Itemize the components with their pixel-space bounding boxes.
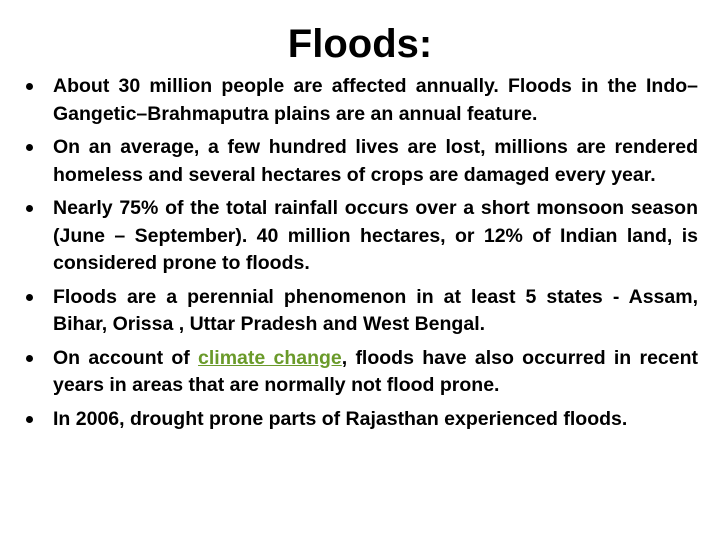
bullet-item-lives-lost: [22, 134, 698, 189]
bullet-text: Nearly 75% of the total rainfall occurs over a short monsoon season (June – September). 40 million hectares, or 12% of Indian land, is considered prone to floods.: [53, 197, 698, 274]
bullet-dot-icon: [26, 144, 33, 151]
bullet-text: In 2006, drought prone parts of Rajasthan experienced floods.: [53, 407, 628, 430]
slide-title: Floods:: [287, 22, 433, 66]
climate-change-link[interactable]: climate change: [198, 346, 342, 369]
bullet-item-climate-change: [22, 345, 698, 400]
bullet-item-rainfall: [22, 195, 698, 278]
bullet-dot-icon: [26, 355, 33, 362]
bullet-text: Floods are a perennial phenomenon in at least 5 states - Assam, Bihar, Orissa , Uttar Pradesh and West Bengal.: [53, 285, 698, 335]
bullet-item-rajasthan-2006: [22, 406, 698, 434]
bullet-item-perennial-states: [22, 284, 698, 339]
bullet-list: [22, 73, 698, 439]
bullet-text: About 30 million people are affected annually. Floods in the Indo–Gangetic–Brahmaputra plains are an annual feature.: [53, 75, 698, 125]
bullet-dot-icon: [26, 294, 33, 301]
bullet-text-after-link: , floods have also occurred in recent years in areas that are normally not flood prone.: [53, 346, 699, 396]
bullet-dot-icon: [26, 205, 33, 212]
bullet-dot-icon: [26, 416, 33, 423]
bullet-text-before-link: On account of: [53, 346, 199, 369]
bullet-item-affected-annually: [22, 73, 698, 128]
bullet-dot-icon: [26, 83, 33, 90]
bullet-text: On an average, a few hundred lives are lost, millions are rendered homeless and several hectares of crops are damaged every year.: [53, 136, 698, 186]
